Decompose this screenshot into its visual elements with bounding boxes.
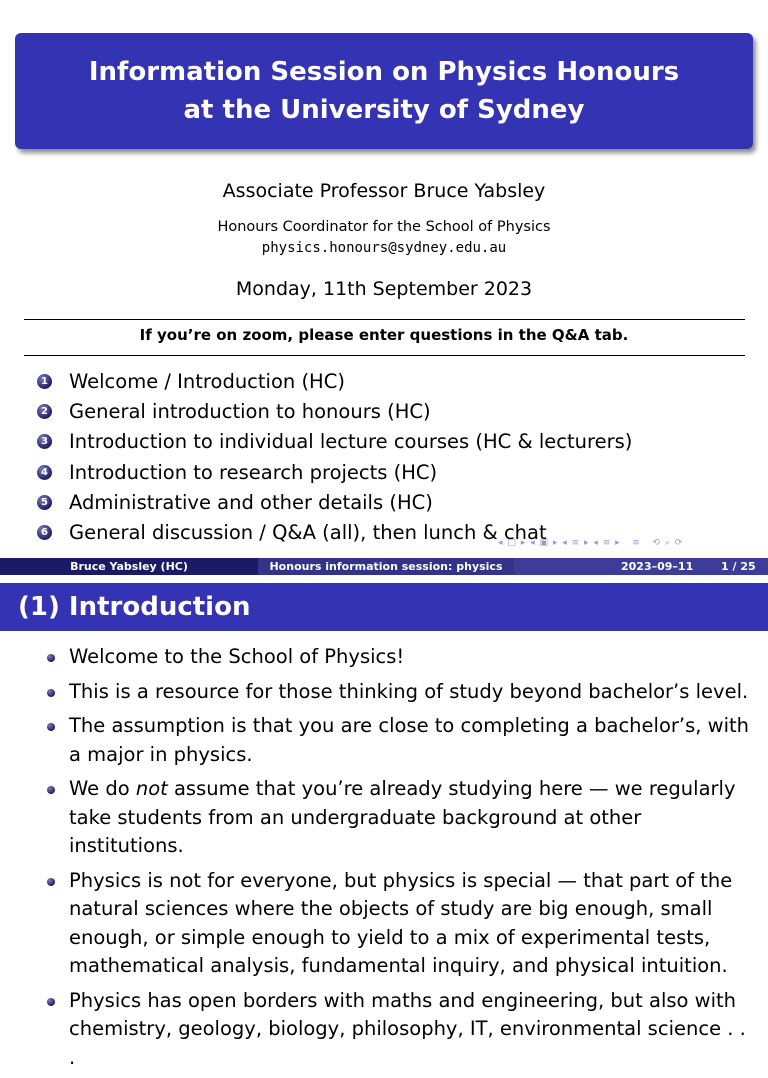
agenda-item xyxy=(37,457,632,487)
divider-top xyxy=(24,319,745,320)
bullet-item xyxy=(45,987,755,1073)
agenda-text: Welcome / Introduction (HC) xyxy=(69,369,345,393)
bullet-text: Welcome to the School of Physics! xyxy=(69,645,405,668)
bullet-item xyxy=(45,775,755,861)
agenda-text: General introduction to honours (HC) xyxy=(69,399,431,423)
bullet-icon xyxy=(47,998,55,1006)
agenda-item xyxy=(37,366,632,396)
agenda-number: 4 xyxy=(37,465,52,480)
bullet-text: We do not assume that you’re already studying here — we regularly take students from an undergraduate background at other institutions. xyxy=(69,777,736,857)
bullet-item xyxy=(45,678,755,707)
bullet-text: Physics is not for everyone, but physics is special — that part of the natural sciences where the objects of study are big enough, small enough, or simple enough to yield to a mix of experimental tests, mathematical analysis, fundamental inquiry, and physical intuition. xyxy=(69,868,733,977)
divider-bottom xyxy=(24,355,745,356)
bullet-item xyxy=(45,867,755,981)
agenda-number: 2 xyxy=(37,404,52,419)
agenda-number: 6 xyxy=(37,525,52,540)
footer-author: Bruce Yabsley (HC) xyxy=(0,558,258,575)
footer-date: 2023–09–11 xyxy=(621,560,694,573)
agenda-number: 1 xyxy=(37,374,52,389)
agenda-text: Introduction to research projects (HC) xyxy=(69,460,438,484)
agenda-text: General discussion / Q&A (all), then lunch & chat xyxy=(69,521,547,545)
section-title: (1) Introduction xyxy=(0,583,768,631)
agenda-item xyxy=(37,427,632,457)
footer-right xyxy=(514,558,768,575)
agenda-number: 5 xyxy=(37,495,52,510)
intro-bullet-list xyxy=(45,643,755,1078)
footer-page-number: 1 / 25 xyxy=(721,560,756,573)
agenda-item xyxy=(37,487,632,517)
bullet-text: The assumption is that you are close to completing a bachelor’s, with a major in physics. xyxy=(69,714,750,766)
slide-title-box xyxy=(15,33,753,149)
bullet-icon xyxy=(47,654,55,662)
bullet-icon xyxy=(47,878,55,886)
agenda-item xyxy=(37,396,632,426)
bullet-text: Physics has open borders with maths and engineering, but also with chemistry, geology, biology, philosophy, IT, environmental science . . . xyxy=(69,988,746,1069)
footer-talk-title: Honours information session: physics xyxy=(258,558,514,575)
slide-title-line1: Information Session on Physics Honours xyxy=(88,57,680,87)
contact-email: physics.honours@sydney.edu.au xyxy=(261,240,507,256)
bullet-text: This is a resource for those thinking of study beyond bachelor’s level. xyxy=(69,679,749,703)
author-name: Associate Professor Bruce Yabsley xyxy=(222,180,546,202)
zoom-notice: If you’re on zoom, please enter questions in the Q&A tab. xyxy=(139,326,629,344)
bullet-icon xyxy=(47,723,55,731)
bullet-item xyxy=(45,643,755,672)
slide-title-line2: at the University of Sydney xyxy=(183,95,585,125)
bullet-icon xyxy=(47,786,55,794)
bullet-item xyxy=(45,712,755,769)
agenda-number: 3 xyxy=(37,434,52,449)
slide-footer xyxy=(0,558,768,575)
session-date: Monday, 11th September 2023 xyxy=(235,278,533,300)
agenda-text: Introduction to individual lecture courses (HC & lecturers) xyxy=(69,430,633,454)
agenda-list xyxy=(37,366,632,548)
agenda-text: Administrative and other details (HC) xyxy=(69,490,433,514)
beamer-navigation-icons[interactable]: ◂ □ ▸ ◂ ▣ ▸ ◂ ≡ ▸ ◂ ≡ ▸ ≡ ⟲ ⌕ ⟳ xyxy=(498,538,684,548)
author-role: Honours Coordinator for the School of Physics xyxy=(217,219,551,235)
bullet-icon xyxy=(47,689,55,697)
